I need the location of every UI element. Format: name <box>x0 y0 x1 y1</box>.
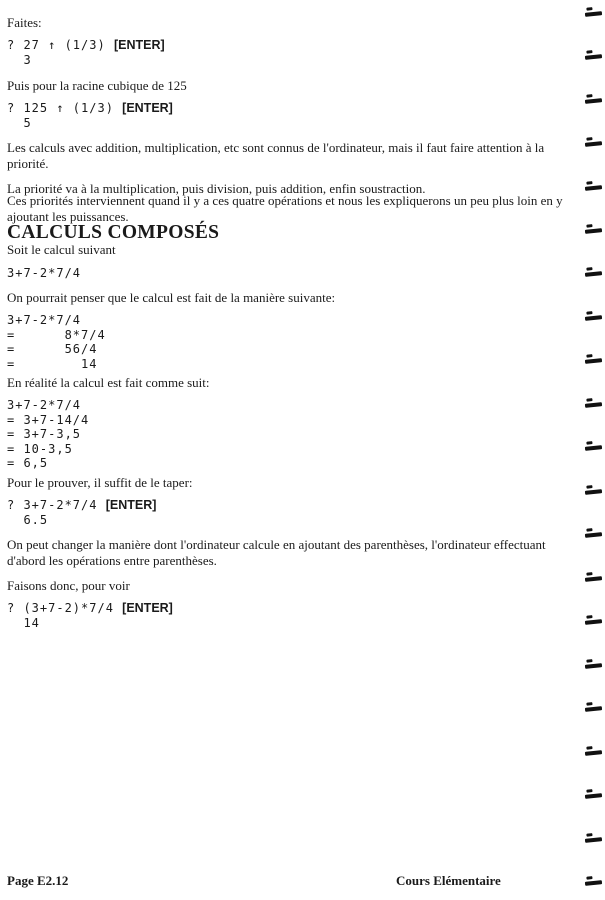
text-line: Puis pour la racine cubique de 125 <box>7 78 187 93</box>
binding-mark <box>585 837 602 843</box>
binding-mark <box>585 880 602 886</box>
binding-mark <box>585 54 602 60</box>
enter-key-label: [ENTER] <box>113 38 165 52</box>
binding-mark <box>585 489 602 495</box>
paragraph: On peut changer la manière dont l'ordinateur calcule en ajoutant des parenthèses, l'ordinateur effectuant d'abord les opérations entre parenthèses. <box>7 537 546 568</box>
code-line <box>7 601 173 615</box>
binding-mark <box>585 793 602 799</box>
enter-key-label: [ENTER] <box>105 498 157 512</box>
code-block: 3+7-2*7/4 = 3+7-14/4 = 3+7-3,5 = 10-3,5 = 6,5 <box>7 398 90 470</box>
code-output: 5 <box>7 116 32 130</box>
paragraph: Faisons donc, pour voir <box>7 578 130 593</box>
binding-mark <box>585 619 602 625</box>
code-text: ? 27 ↑ (1/3) <box>7 38 106 52</box>
code-block: 3+7-2*7/4 = 8*7/4 = 56/4 = 14 <box>7 313 106 371</box>
code-output: 6.5 <box>7 513 49 527</box>
binding-mark <box>585 706 602 712</box>
section-heading: CALCULS COMPOSÉS <box>7 222 220 243</box>
code-line <box>7 498 156 512</box>
binding-mark <box>585 663 602 669</box>
paragraph: Soit le calcul suivant <box>7 242 116 257</box>
binding-mark <box>585 532 602 538</box>
binding-mark <box>585 358 602 364</box>
binding-mark <box>585 228 602 234</box>
code-output: 3 <box>7 53 32 67</box>
paragraph: En réalité la calcul est fait comme suit: <box>7 375 210 390</box>
paragraph: On pourrait penser que le calcul est fait de la manière suivante: <box>7 290 336 305</box>
binding-mark <box>585 141 602 147</box>
binding-marks <box>581 0 605 900</box>
code-line: 3+7-2*7/4 <box>7 266 82 280</box>
code-line <box>7 38 165 52</box>
binding-mark <box>585 315 602 321</box>
binding-mark <box>585 185 602 191</box>
book-title: Cours Elémentaire <box>396 873 501 888</box>
binding-mark <box>585 98 602 104</box>
code-text: ? (3+7-2)*7/4 <box>7 601 114 615</box>
enter-key-label: [ENTER] <box>122 101 173 115</box>
binding-mark <box>585 576 602 582</box>
code-text: ? 3+7-2*7/4 <box>7 498 98 512</box>
binding-mark <box>585 271 602 277</box>
paragraph: Les calculs avec addition, multiplication, etc sont connus de l'ordinateur, mais il faut faire attention à la priorité. <box>7 140 545 171</box>
paragraph: Pour le prouver, il suffit de le taper: <box>7 475 193 490</box>
binding-mark <box>585 11 602 17</box>
text-line: Faites: <box>7 15 42 30</box>
page-number: Page E2.12 <box>7 873 69 888</box>
code-line <box>7 101 173 115</box>
code-text: ? 125 ↑ (1/3) <box>7 101 114 115</box>
binding-mark <box>585 445 602 451</box>
paragraph: La priorité va à la multiplication, puis division, puis addition, enfin soustraction. <box>7 181 426 196</box>
code-output: 14 <box>7 616 40 630</box>
enter-key-label: [ENTER] <box>122 601 173 615</box>
binding-mark <box>585 402 602 408</box>
binding-mark <box>585 750 602 756</box>
paragraph: Ces priorités interviennent quand il y a ces quatre opérations et nous les expliquerons un peu plus loin en y ajoutant les puissances. <box>7 193 563 224</box>
